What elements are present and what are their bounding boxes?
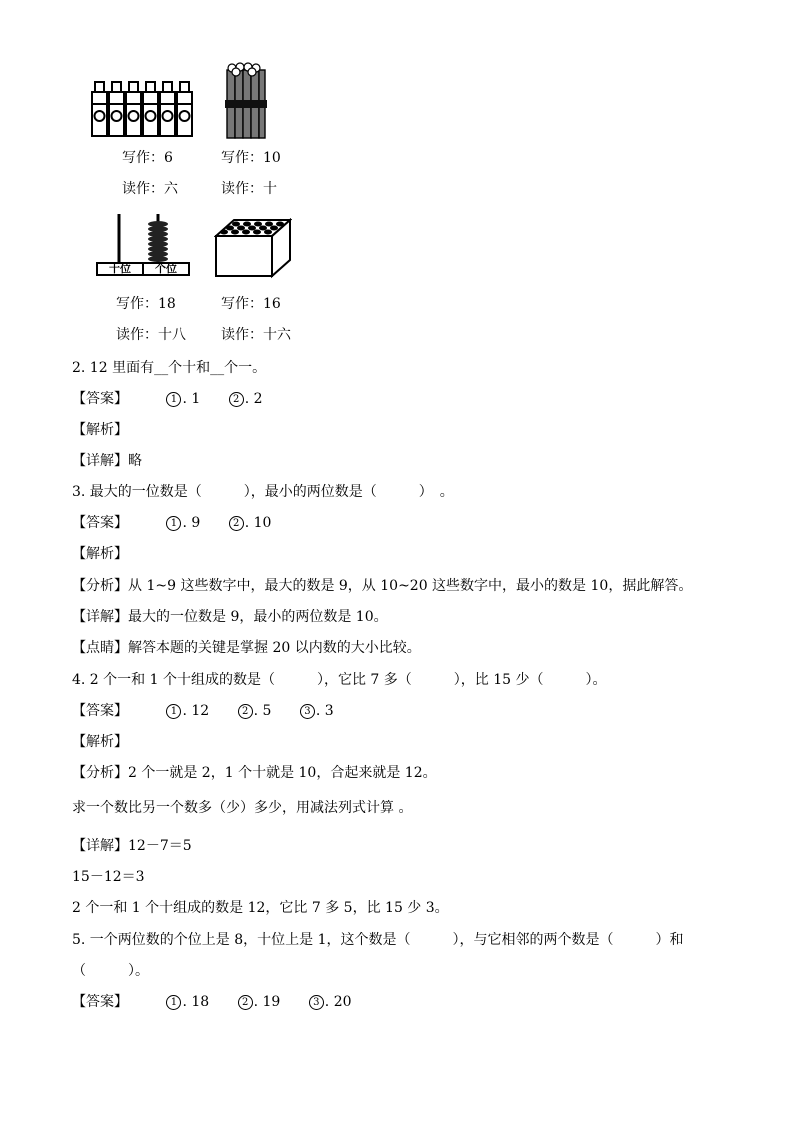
- q4-fenxi-2: 求一个数比另一个数多（少）多少，用减法列式计算 。: [72, 800, 413, 816]
- q4-answer-row: [72, 701, 334, 721]
- bottles-image: [90, 80, 194, 138]
- q3-detail: 【详解】最大的一位数是 9，最小的两位数是 10。: [72, 609, 388, 625]
- q4-detail: 【详解】12－7＝5: [72, 838, 192, 854]
- q4-fenxi: 【分析】2 个一就是 2，1 个十就是 10，合起来就是 12。: [72, 765, 437, 781]
- answer-item: 1 . 1: [166, 389, 200, 409]
- answer-tag: 【答案】: [72, 391, 128, 407]
- answer-tag: 【答案】: [72, 703, 128, 719]
- bundle-of-sticks-image: [224, 62, 268, 140]
- abacus-image: [96, 212, 190, 278]
- q5-question-2: （ ）。: [72, 963, 149, 979]
- q2-question: 2. 12 里面有__个十和__个一。: [72, 360, 267, 376]
- eggtray-write: 写作：16: [221, 296, 281, 312]
- answer-tag: 【答案】: [72, 994, 128, 1010]
- q4-detail-3: 2 个一和 1 个十组成的数是 12，它比 7 多 5，比 15 少 3。: [72, 900, 449, 916]
- bottles-write: 写作：6: [122, 150, 173, 166]
- answer-item: 3 . 3: [300, 701, 334, 721]
- bottles-read: 读作：六: [122, 181, 178, 197]
- q5-question: 5. 一个两位数的个位上是 8，十位上是 1，这个数是（ ），与它相邻的两个数是（ ）和: [72, 932, 684, 948]
- egg-tray-image: [214, 218, 292, 280]
- q2-answer-row: [72, 389, 263, 409]
- answer-item: 2 . 5: [238, 701, 272, 721]
- q4-detail-2: 15－12＝3: [72, 869, 145, 885]
- q2-analysis-tag: 【解析】: [72, 422, 128, 438]
- q3-question: 3. 最大的一位数是（ ），最小的两位数是（ ） 。: [72, 484, 454, 500]
- answer-tag: 【答案】: [72, 515, 128, 531]
- eggtray-read: 读作：十六: [221, 327, 291, 343]
- q3-analysis-tag: 【解析】: [72, 546, 128, 562]
- answer-item: 3 . 20: [309, 992, 352, 1012]
- answer-item: 1 . 18: [166, 992, 209, 1012]
- answer-item: 2 . 10: [229, 513, 272, 533]
- ones-label: 个位: [155, 262, 177, 275]
- answer-item: 1 . 12: [166, 701, 209, 721]
- q3-answer-row: [72, 513, 271, 533]
- answer-item: 1 . 9: [166, 513, 200, 533]
- q3-dianjing: 【点睛】解答本题的关键是掌握 20 以内数的大小比较。: [72, 640, 421, 656]
- q2-detail: 【详解】略: [72, 453, 142, 469]
- q4-analysis-tag: 【解析】: [72, 734, 128, 750]
- abacus-write: 写作：18: [116, 296, 176, 312]
- tens-label: 十位: [98, 264, 144, 274]
- q5-answer-row: [72, 992, 352, 1012]
- abacus-read: 读作：十八: [116, 327, 186, 343]
- q3-fenxi: 【分析】从 1~9 这些数字中，最大的数是 9，从 10~20 这些数字中，最小的数是 10，据此解答。: [72, 578, 693, 594]
- sticks-read: 读作：十: [221, 181, 277, 197]
- answer-item: 2 . 2: [229, 389, 263, 409]
- answer-item: 2 . 19: [238, 992, 281, 1012]
- q4-question: 4. 2 个一和 1 个十组成的数是（ ），它比 7 多（ ），比 15 少（ ）。: [72, 672, 607, 688]
- sticks-write: 写作：10: [221, 150, 281, 166]
